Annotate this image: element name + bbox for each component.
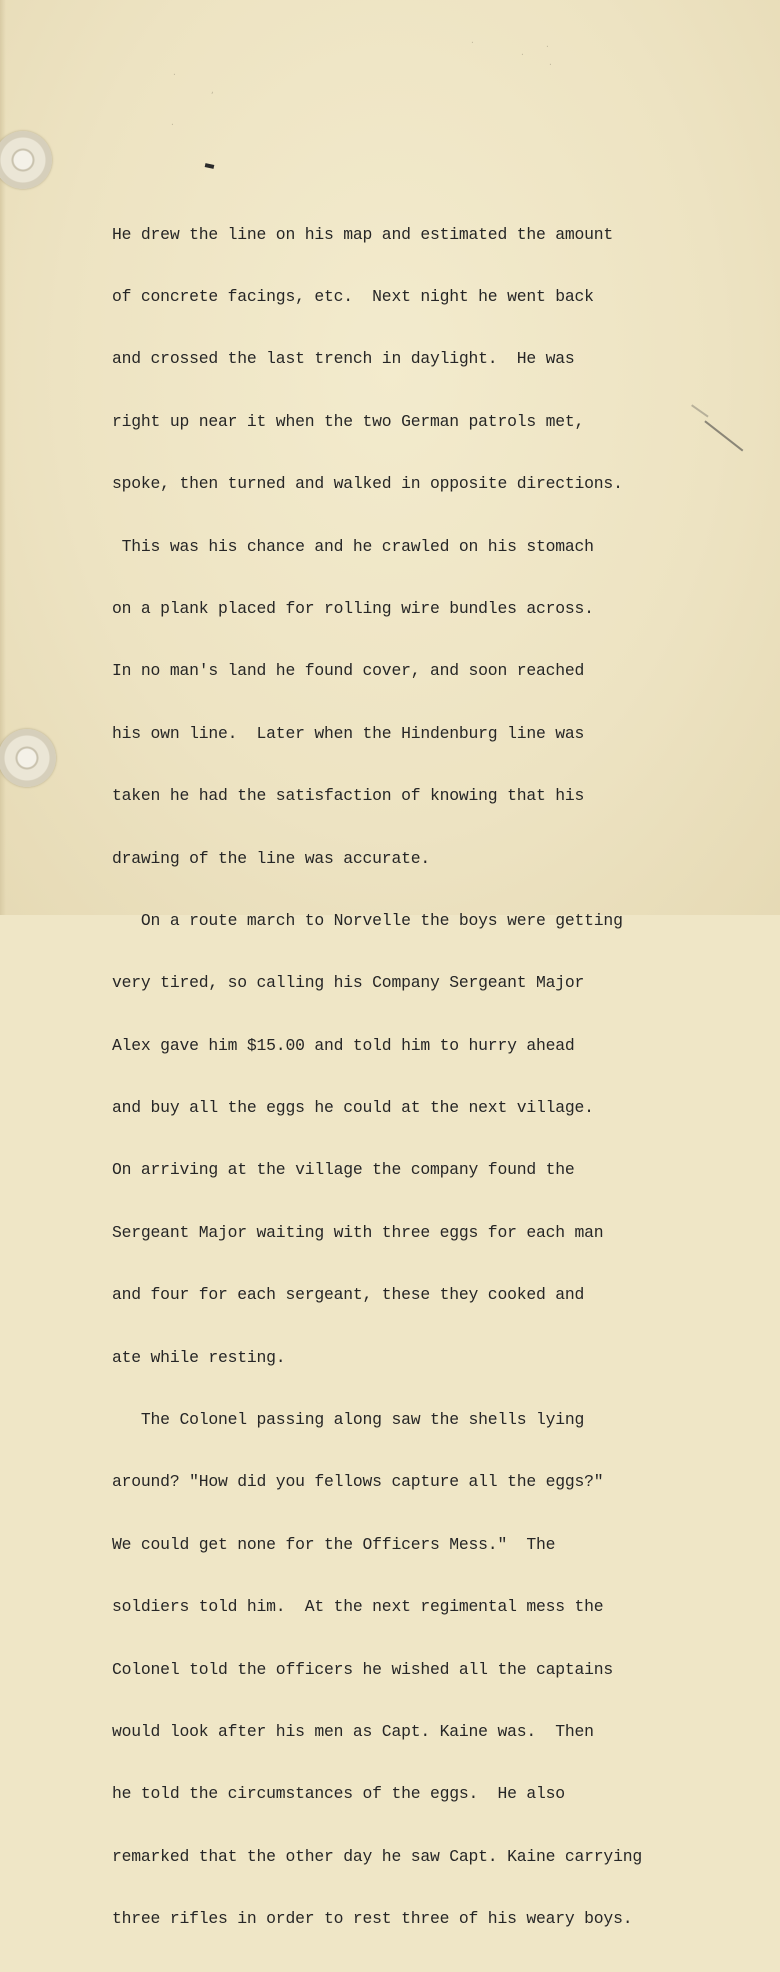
text-line: his own line. Later when the Hindenburg line was [112,723,585,743]
text-line: Colonel told the officers he wished all the captains [112,1659,614,1679]
text-line: three rifles in order to rest three of his weary boys. [112,1909,633,1929]
text-line: ate while resting. [112,1347,286,1367]
paper-speck: . [548,58,553,67]
text-line: The Colonel passing along saw the shells lying [112,1410,585,1430]
text-line: right up near it when the two German patrols met, [112,411,585,431]
text-line: In no man's land he found cover, and soon reached [112,661,585,681]
text-line: and buy all the eggs he could at the next village. [112,1098,594,1118]
text-line: He drew the line on his map and estimated the amount [112,224,614,244]
text-line: around? "How did you fellows capture all the eggs?" [112,1472,604,1492]
paper-speck: . [545,40,550,49]
paper-speck: . [170,118,175,127]
text-line: very tired, so calling his Company Sergeant Major [112,973,585,993]
text-line: remarked that the other day he saw Capt. Kaine carrying [112,1846,642,1866]
punch-hole-reinforcement-top [0,131,52,189]
paper-speck: , [210,86,215,95]
body-text [112,183,732,1972]
text-line: he told the circumstances of the eggs. He also [112,1784,565,1804]
text-line: Alex gave him $15.00 and told him to hurry ahead [112,1035,575,1055]
text-line: drawing of the line was accurate. [112,848,430,868]
text-line: and crossed the last trench in daylight. He was [112,349,575,369]
text-line: soldiers told him. At the next regimental mess the [112,1597,604,1617]
text-line: On arriving at the village the company found the [112,1160,575,1180]
punch-hole-reinforcement-bottom [0,729,56,787]
paper-speck: . [172,68,177,77]
paper-speck: . [470,36,475,45]
ink-mark [205,163,215,169]
paper-speck: . [520,48,525,57]
text-line: We could get none for the Officers Mess." The [112,1534,556,1554]
text-line: Sergeant Major waiting with three eggs for each man [112,1222,604,1242]
text-line: On a route march to Norvelle the boys were getting [112,910,623,930]
text-line: This was his chance and he crawled on his stomach [112,536,594,556]
text-line: of concrete facings, etc. Next night he went back [112,286,594,306]
text-line: on a plank placed for rolling wire bundles across. [112,598,594,618]
text-line: would look after his men as Capt. Kaine was. Then [112,1721,594,1741]
text-line: spoke, then turned and walked in opposite directions. [112,474,623,494]
text-line: taken he had the satisfaction of knowing that his [112,786,585,806]
text-line: and four for each sergeant, these they cooked and [112,1285,585,1305]
